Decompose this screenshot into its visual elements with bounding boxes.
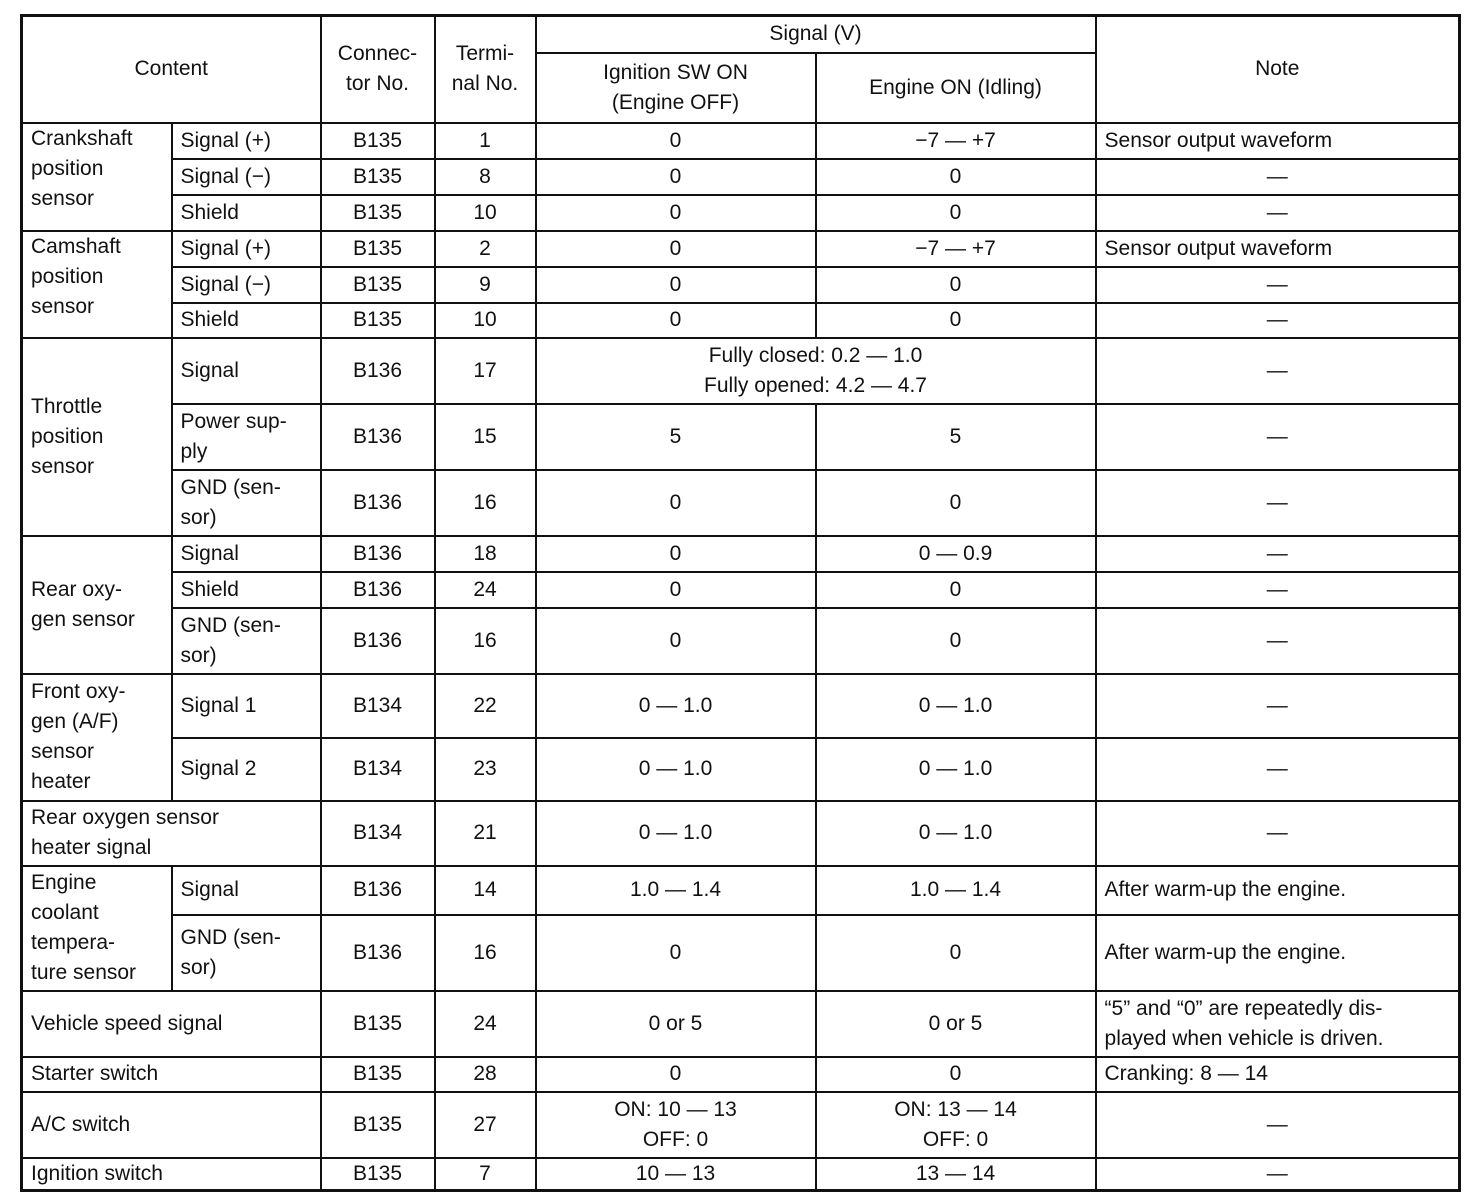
engine-value: 0 [816,470,1096,536]
connector-header-line1: Connec- [337,42,418,66]
group-line: position [31,264,104,288]
sub-label: Signal 2 [172,738,321,801]
group-label-camshaft [22,231,172,338]
ignition-value: 0 [536,1057,816,1092]
terminal-cell: 22 [435,674,536,738]
note-cell: — [1096,470,1460,536]
table-row [22,404,1460,470]
terminal-cell: 21 [435,801,536,866]
ignition-value: 0 [536,536,816,572]
sub-label [172,470,321,536]
sub-line: sor) [180,955,217,979]
note-cell: — [1096,608,1460,674]
note-header: Note [1096,16,1460,123]
engine-value: 0 [816,915,1096,991]
sub-label: Signal (−) [172,267,321,303]
group-line: position [31,156,104,180]
ignition-value: 0 [536,572,816,608]
terminal-cell: 7 [435,1158,536,1191]
note-line: “5” and “0” are repeatedly dis- [1104,996,1383,1020]
note-cell: — [1096,267,1460,303]
table-row [22,536,1460,572]
engine-value: 0 [816,159,1096,195]
note-cell: — [1096,338,1460,404]
engine-value: 0 [816,572,1096,608]
terminal-cell: 24 [435,572,536,608]
sub-line: sor) [180,505,217,529]
note-cell: Cranking: 8 — 14 [1096,1057,1460,1092]
table-row [22,915,1460,991]
sub-label: Shield [172,195,321,231]
sub-label [172,404,321,470]
ignition-value: 0 [536,303,816,338]
group-line: Engine [31,871,97,894]
engine-value: 5 [816,404,1096,470]
note-cell: Sensor output waveform [1096,231,1460,267]
terminal-cell: 23 [435,738,536,801]
terminal-cell: 8 [435,159,536,195]
ignition-value: 0 [536,159,816,195]
group-line: sensor [31,740,95,763]
sub-line: ply [180,439,208,463]
terminal-cell: 16 [435,470,536,536]
terminal-header [435,16,536,123]
engine-value: 13 — 14 [816,1158,1096,1191]
header-row-1 [22,16,1460,53]
terminal-cell: 27 [435,1092,536,1158]
group-label-vehicle-speed: Vehicle speed signal [22,991,321,1057]
group-label-front-oxygen [22,674,172,801]
group-line: heater [31,770,91,793]
value-line: OFF: 0 [642,1127,709,1151]
engine-value: 0 — 1.0 [816,801,1096,866]
table-row [22,738,1460,801]
connector-cell: B135 [321,123,435,159]
group-line: sensor [31,186,95,210]
engine-value: 0 or 5 [816,991,1096,1057]
ignition-value: 0 [536,608,816,674]
group-label-coolant [22,866,172,991]
group-label-starter: Starter switch [22,1057,321,1092]
terminal-signal-table [20,14,1461,1192]
table-row [22,608,1460,674]
sub-label: Shield [172,303,321,338]
ignition-value: 0 or 5 [536,991,816,1057]
table-row [22,267,1460,303]
engine-value: −7 — +7 [816,231,1096,267]
engine-value: 0 — 1.0 [816,738,1096,801]
ignition-value: 0 [536,915,816,991]
note-cell: Sensor output waveform [1096,123,1460,159]
table-row [22,1158,1460,1191]
sub-line: Power sup- [180,409,287,433]
table-row [22,470,1460,536]
connector-cell: B136 [321,470,435,536]
ignition-value [536,1092,816,1158]
engine-value: −7 — +7 [816,123,1096,159]
group-label-rear-oxygen [22,536,172,674]
note-cell: — [1096,1092,1460,1158]
ignition-value: 0 [536,123,816,159]
ignition-value: 1.0 — 1.4 [536,866,816,915]
terminal-cell: 9 [435,267,536,303]
connector-header [321,16,435,123]
table-row [22,572,1460,608]
engine-value: 0 [816,267,1096,303]
terminal-header-line1: Termi- [455,42,515,66]
group-label-rear-heater [22,801,321,866]
connector-cell: B136 [321,404,435,470]
ignition-value: 0 [536,267,816,303]
group-label-ac: A/C switch [22,1092,321,1158]
note-cell: After warm-up the engine. [1096,866,1460,915]
content-header: Content [22,16,321,123]
table-row [22,159,1460,195]
engine-value [816,1092,1096,1158]
sub-label: Signal 1 [172,674,321,738]
sub-line: sor) [180,643,217,667]
merged-signal-value [536,338,1096,404]
note-cell [1096,991,1460,1057]
sub-label: Signal [172,338,321,404]
note-cell: — [1096,195,1460,231]
terminal-cell: 1 [435,123,536,159]
connector-cell: B135 [321,195,435,231]
connector-cell: B135 [321,991,435,1057]
group-line: coolant [31,901,99,924]
group-label-ignition: Ignition switch [22,1158,321,1191]
group-line: position [31,424,104,448]
note-cell: — [1096,674,1460,738]
terminal-cell: 10 [435,195,536,231]
engine-value: 0 — 1.0 [816,674,1096,738]
sub-label: Signal (+) [172,123,321,159]
ignition-off-header [536,53,816,123]
table-row [22,195,1460,231]
terminal-cell: 18 [435,536,536,572]
sub-line: GND (sen- [180,925,281,949]
ignition-value: 0 [536,470,816,536]
group-line: sensor [31,294,95,318]
table-row [22,303,1460,338]
value-line: OFF: 0 [922,1127,989,1151]
sub-line: GND (sen- [180,613,281,637]
group-label-crankshaft [22,123,172,231]
table-row [22,338,1460,404]
connector-cell: B136 [321,338,435,404]
note-cell: — [1096,536,1460,572]
note-cell: — [1096,159,1460,195]
connector-cell: B135 [321,1092,435,1158]
connector-cell: B136 [321,536,435,572]
engine-value: 0 [816,1057,1096,1092]
engine-value: 0 [816,608,1096,674]
signal-header: Signal (V) [536,16,1096,53]
engine-value: 0 [816,303,1096,338]
connector-cell: B136 [321,915,435,991]
terminal-cell: 15 [435,404,536,470]
note-cell: — [1096,572,1460,608]
sub-label [172,608,321,674]
ignition-value: 5 [536,404,816,470]
table-row [22,1092,1460,1158]
connector-cell: B135 [321,1057,435,1092]
ignition-value: 0 [536,231,816,267]
note-line: played when vehicle is driven. [1104,1026,1384,1050]
terminal-cell: 16 [435,608,536,674]
engine-value: 0 [816,195,1096,231]
terminal-cell: 16 [435,915,536,991]
terminal-cell: 10 [435,303,536,338]
note-cell: After warm-up the engine. [1096,915,1460,991]
note-cell: — [1096,303,1460,338]
connector-cell: B134 [321,738,435,801]
group-label-throttle [22,338,172,536]
engine-value: 0 — 0.9 [816,536,1096,572]
ignition-value: 0 — 1.0 [536,674,816,738]
table-row [22,866,1460,915]
sub-line: GND (sen- [180,475,281,499]
ignition-value: 10 — 13 [536,1158,816,1191]
terminal-cell: 2 [435,231,536,267]
ignition-value: 0 [536,195,816,231]
table-row [22,123,1460,159]
group-line: heater signal [31,836,152,859]
group-line: Rear oxygen sensor [31,806,219,829]
connector-cell: B136 [321,866,435,915]
sub-label: Signal [172,536,321,572]
group-line: Front oxy- [31,680,126,703]
terminal-cell: 28 [435,1057,536,1092]
note-cell: — [1096,404,1460,470]
connector-cell: B135 [321,1158,435,1191]
connector-cell: B136 [321,572,435,608]
ignition-value: 0 — 1.0 [536,738,816,801]
terminal-cell: 24 [435,991,536,1057]
connector-cell: B135 [321,267,435,303]
connector-cell: B134 [321,801,435,866]
connector-cell: B136 [321,608,435,674]
group-line: Crankshaft [31,126,133,150]
value-line: ON: 13 — 14 [894,1097,1017,1121]
sub-label: Shield [172,572,321,608]
note-cell: — [1096,738,1460,801]
table-row [22,991,1460,1057]
merged-line: Fully closed: 0.2 — 1.0 [708,343,923,367]
sub-label: Signal [172,866,321,915]
terminal-cell: 17 [435,338,536,404]
connector-cell: B134 [321,674,435,738]
note-cell: — [1096,1158,1460,1191]
terminal-header-line2: nal No. [451,72,519,96]
table-row [22,231,1460,267]
sub-label: Signal (−) [172,159,321,195]
group-line: gen sensor [31,607,135,631]
ignition-header-line2: (Engine OFF) [611,90,740,114]
table-row [22,674,1460,738]
group-line: gen (A/F) [31,710,119,733]
merged-line: Fully opened: 4.2 — 4.7 [704,373,927,397]
sub-label: Signal (+) [172,231,321,267]
ignition-value: 0 — 1.0 [536,801,816,866]
group-line: ture sensor [31,961,137,984]
group-line: Throttle [31,394,103,418]
group-line: tempera- [31,931,116,954]
table-row [22,1057,1460,1092]
table-row [22,801,1460,866]
note-cell: — [1096,801,1460,866]
group-line: Rear oxy- [31,577,123,601]
group-line: Camshaft [31,234,121,258]
engine-idling-header: Engine ON (Idling) [816,53,1096,123]
value-line: ON: 10 — 13 [614,1097,737,1121]
group-line: sensor [31,454,95,478]
connector-header-line2: tor No. [345,72,410,96]
sub-label [172,915,321,991]
engine-value: 1.0 — 1.4 [816,866,1096,915]
connector-cell: B135 [321,159,435,195]
connector-cell: B135 [321,231,435,267]
terminal-cell: 14 [435,866,536,915]
ignition-header-line1: Ignition SW ON [603,60,748,84]
connector-cell: B135 [321,303,435,338]
